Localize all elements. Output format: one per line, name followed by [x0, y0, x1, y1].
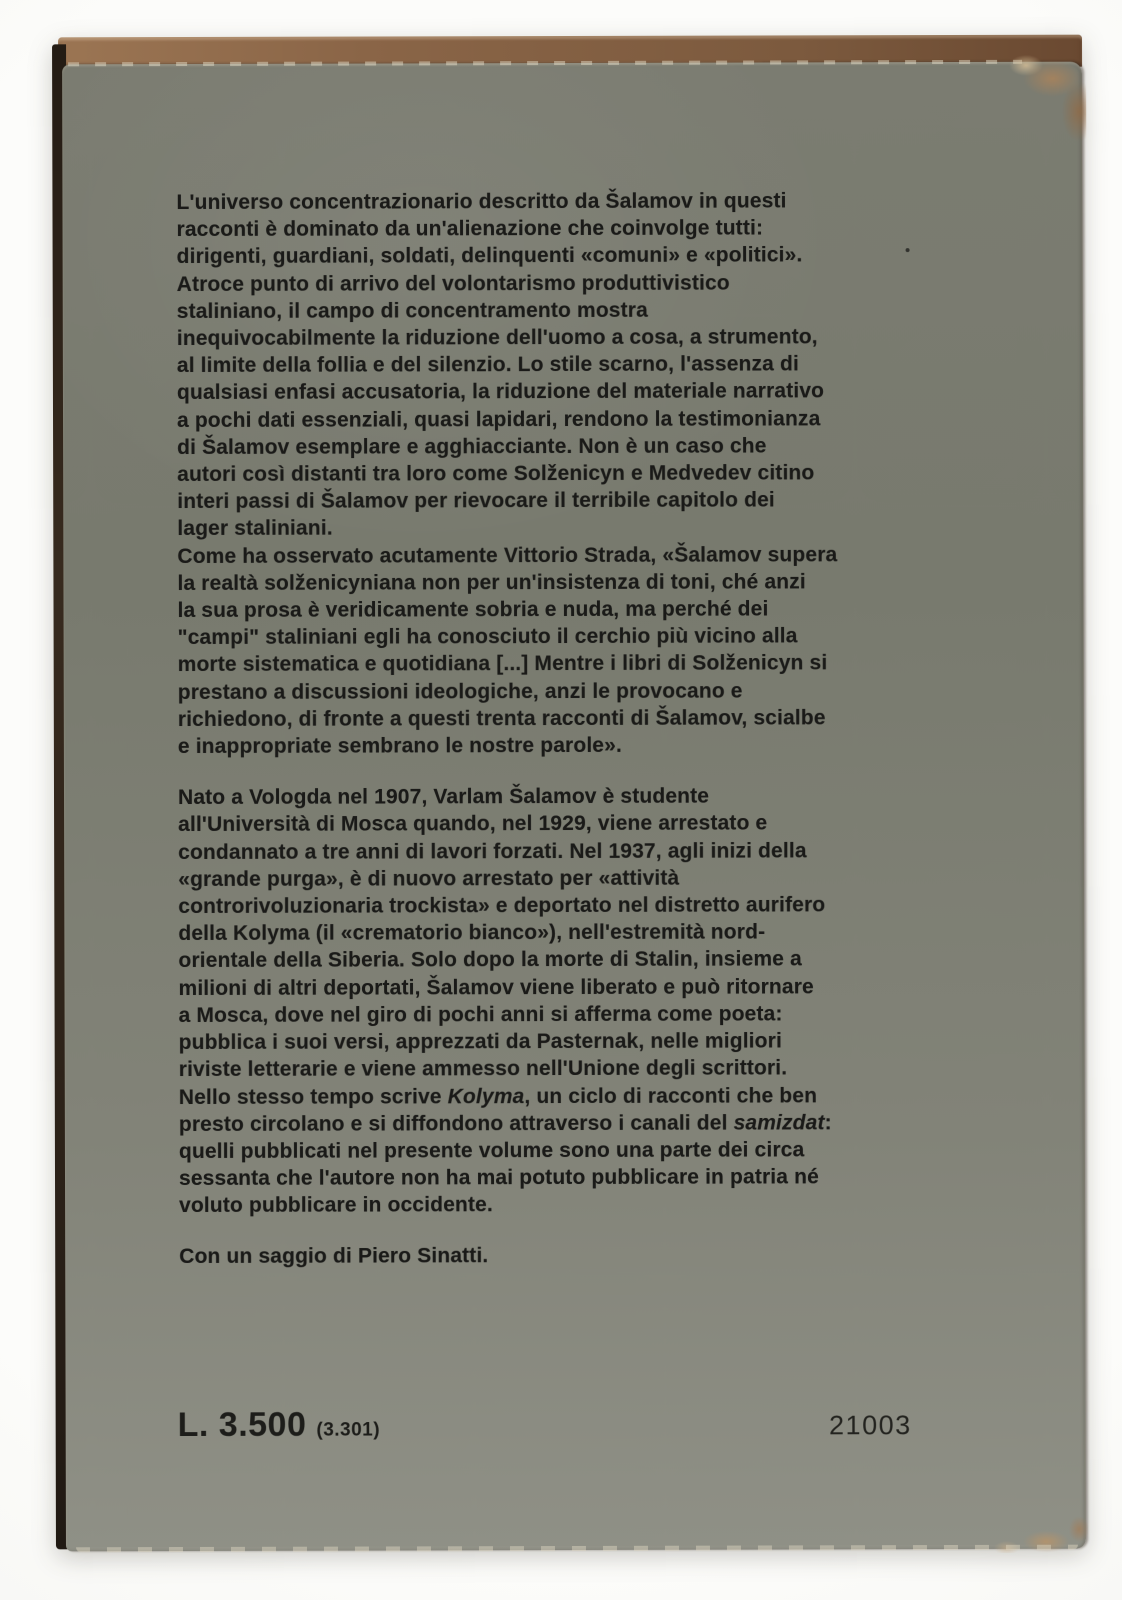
price-row — [178, 1404, 912, 1445]
price-value: L. 3.500 — [177, 1405, 307, 1445]
bio-paragraph: Nato a Vologda nel 1907, Varlam Šalamov è studente all'Università di Mosca quando, nel 1929, viene arrestato e condannato a tre anni di lavori forzati. Nel 1937, agli inizi della «grande purga», è di nuovo arrestato per «attività controrivoluzionaria trockista» e deportato nel distretto aurifero della Kolyma (il «crematorio bianco»), nell'estremità nord- orientale della Siberia. Solo dopo la morte di Stalin, insieme a milioni di altri deportati, Šalamov viene liberato e può ritornare a Mosca, dove nel giro di pochi anni si afferma come poeta: pubblica i suoi versi, apprezzati da Pasternak, nelle migliori riviste letterarie e viene ammesso nell'Unione degli scrittori. Nello stesso tempo scrive Kolyma, un ciclo di racconti che ben presto circolano e si diffondono attraverso i canali del samizdat: quelli pubblicati nel presente volume sono una parte dei circa sessanta che l'autore non ha mai potuto pubblicare in patria né voluto pubblicare in occidente. — [177, 784, 832, 1218]
cover-surface — [62, 62, 1086, 1552]
price-alt-value: (3.301) — [316, 1419, 381, 1441]
blurb-paragraph: L'universo concentrazionario descritto da Šalamov in questi racconti è dominato da un'alienazione che coinvolge tutti: dirigenti, guardiani, soldati, delinquenti «comuni» e «politici». Atroce punto di arrivo del volontarismo produttivistico staliniano, il campo di concentramento mostra inequivocabilmente la riduzione dell'uomo a cosa, a strumento, al limite della follia e del silenzio. Lo stile scarno, l'assenza di qualsiasi enfasi accusatoria, la riduzione del materiale narrativo a pochi dati essenziali, quasi lapidari, rendono la testimonianza di Šalamov esemplare e agghiacciante. Non è un caso che autori così distanti tra loro come Solženicyn e Medvedev citino interi passi di Šalamov per rievocare il terribile capitolo dei lager staliniani. Come ha osservato acutamente Vittorio Strada, «Šalamov supera la realtà solženicyniana non per un'insistenza di toni, ché anzi la sua prosa è veridicamente sobria e nuda, ma perché dei "campi" staliniani egli ha conosciuto il cerchio più vicino alla morte sistematica e quotidiana [...] Mentre i libri di Solženicyn si prestano a discussioni ideologiche, anzi le provocano e richiedono, di fronte a questi trenta racconti di Šalamov, scialbe e inappropriate sembrano le nostre parole». — [176, 189, 838, 759]
worn-corner-bottom-right — [978, 1491, 1088, 1553]
essay-note: Con un saggio di Piero Sinatti. — [179, 1243, 489, 1268]
catalog-number: 21003 — [829, 1410, 912, 1441]
worn-corner-top-right — [966, 48, 1086, 158]
book-back-cover — [52, 35, 1086, 1552]
cover-text-column — [176, 187, 979, 1270]
